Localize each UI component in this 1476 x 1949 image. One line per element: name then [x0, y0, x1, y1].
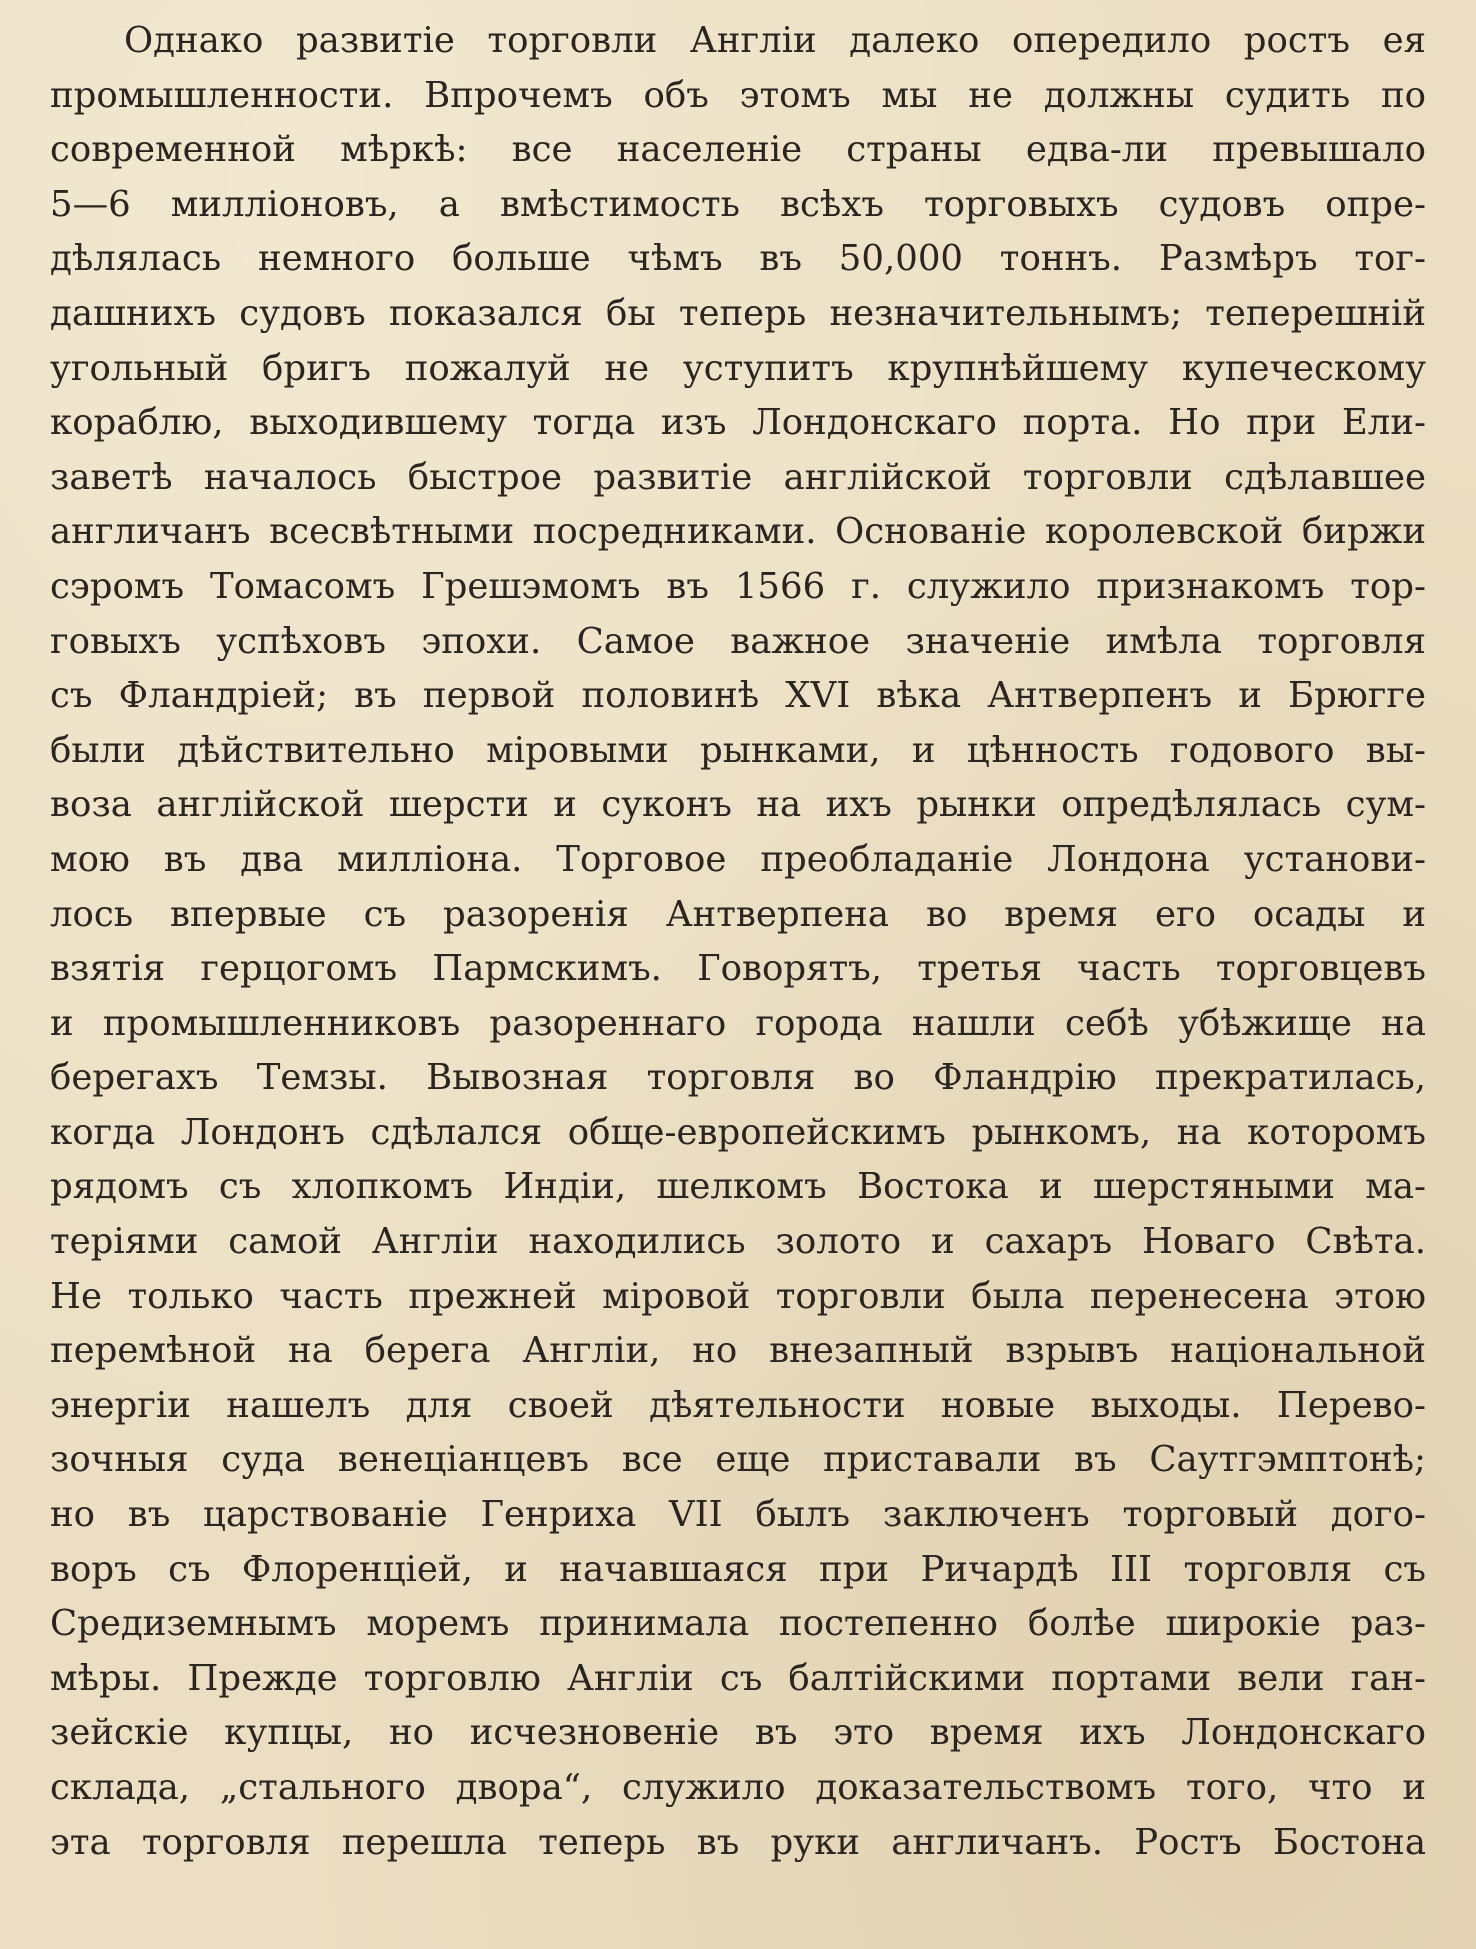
text-line: воза англійской шерсти и суконъ на ихъ рынки опредѣлялась сум-: [50, 784, 1426, 826]
text-line: но въ царствованіе Генриха VII былъ заключенъ торговый дого-: [50, 1494, 1426, 1536]
text-line: когда Лондонъ сдѣлался обще-европейскимъ рынкомъ, на которомъ: [50, 1111, 1426, 1153]
text-line: мѣры. Прежде торговлю Англіи съ балтійскими портами вели ган-: [50, 1657, 1426, 1699]
body-paragraph: [50, 14, 1426, 1870]
text-line: промышленности. Впрочемъ объ этомъ мы не должны судить по: [50, 74, 1426, 116]
text-line: англичанъ всесвѣтными посредниками. Основаніе королевской биржи: [50, 511, 1426, 553]
text-line: 5—6 милліоновъ, а вмѣстимость всѣхъ торговыхъ судовъ опре-: [50, 183, 1426, 225]
text-line: зочныя суда венеціанцевъ все еще приставали въ Саутгэмптонѣ;: [50, 1439, 1426, 1481]
text-line: современной мѣркѣ: все населеніе страны едва-ли превышало: [50, 129, 1426, 171]
text-line: эта торговля перешла теперь въ руки англичанъ. Ростъ Бостона: [50, 1821, 1426, 1863]
text-line: лось впервые съ разоренія Антверпена во время его осады и: [50, 893, 1426, 935]
text-line: кораблю, выходившему тогда изъ Лондонскаго порта. Но при Ели-: [50, 402, 1426, 444]
text-line: съ Фландріей; въ первой половинѣ XVI вѣка Антверпенъ и Брюгге: [50, 675, 1426, 717]
text-line: энергіи нашелъ для своей дѣятельности новые выходы. Перево-: [50, 1384, 1426, 1426]
text-line: говыхъ успѣховъ эпохи. Самое важное значеніе имѣла торговля: [50, 620, 1426, 662]
text-line: дашнихъ судовъ показался бы теперь незначительнымъ; теперешній: [50, 292, 1426, 334]
text-line: Однако развитіе торговли Англіи далеко опередило ростъ ея: [124, 20, 1426, 61]
text-line: угольный бригъ пожалуй не уступитъ крупнѣйшему купеческому: [50, 347, 1426, 389]
text-line: дѣлялась немного больше чѣмъ въ 50,000 тоннъ. Размѣръ тог-: [50, 238, 1426, 280]
text-line: Средиземнымъ моремъ принимала постепенно болѣе широкіе раз-: [50, 1603, 1426, 1645]
text-line: заветѣ началось быстрое развитіе англійской торговли сдѣлавшее: [50, 456, 1426, 498]
text-line: склада, „стального двора“, служило доказательствомъ того, что и: [50, 1767, 1426, 1808]
text-line: воръ съ Флоренціей, и начавшаяся при Ричардѣ III торговля съ: [50, 1548, 1426, 1590]
text-line: были дѣйствительно міровыми рынками, и цѣнность годового вы-: [50, 729, 1426, 771]
text-line: перемѣной на берега Англіи, но внезапный взрывъ національной: [50, 1330, 1426, 1372]
text-line: Не только часть прежней міровой торговли была перенесена этою: [50, 1275, 1426, 1317]
text-line: взятія герцогомъ Пармскимъ. Говорятъ, третья часть торговцевъ: [50, 948, 1426, 990]
text-line: теріями самой Англіи находились золото и сахаръ Новаго Свѣта.: [50, 1221, 1426, 1263]
text-line: рядомъ съ хлопкомъ Индіи, шелкомъ Востока и шерстяными ма-: [50, 1166, 1426, 1208]
text-line: мою въ два милліона. Торговое преобладаніе Лондона установи-: [50, 838, 1426, 880]
text-line: зейскіе купцы, но исчезновеніе въ это время ихъ Лондонскаго: [50, 1712, 1426, 1754]
text-line: сэромъ Томасомъ Грешэмомъ въ 1566 г. служило признакомъ тор-: [50, 565, 1426, 607]
text-line: и промышленниковъ разореннаго города нашли себѣ убѣжище на: [50, 1002, 1426, 1044]
text-line: берегахъ Темзы. Вывозная торговля во Фландрію прекратилась,: [50, 1057, 1426, 1099]
